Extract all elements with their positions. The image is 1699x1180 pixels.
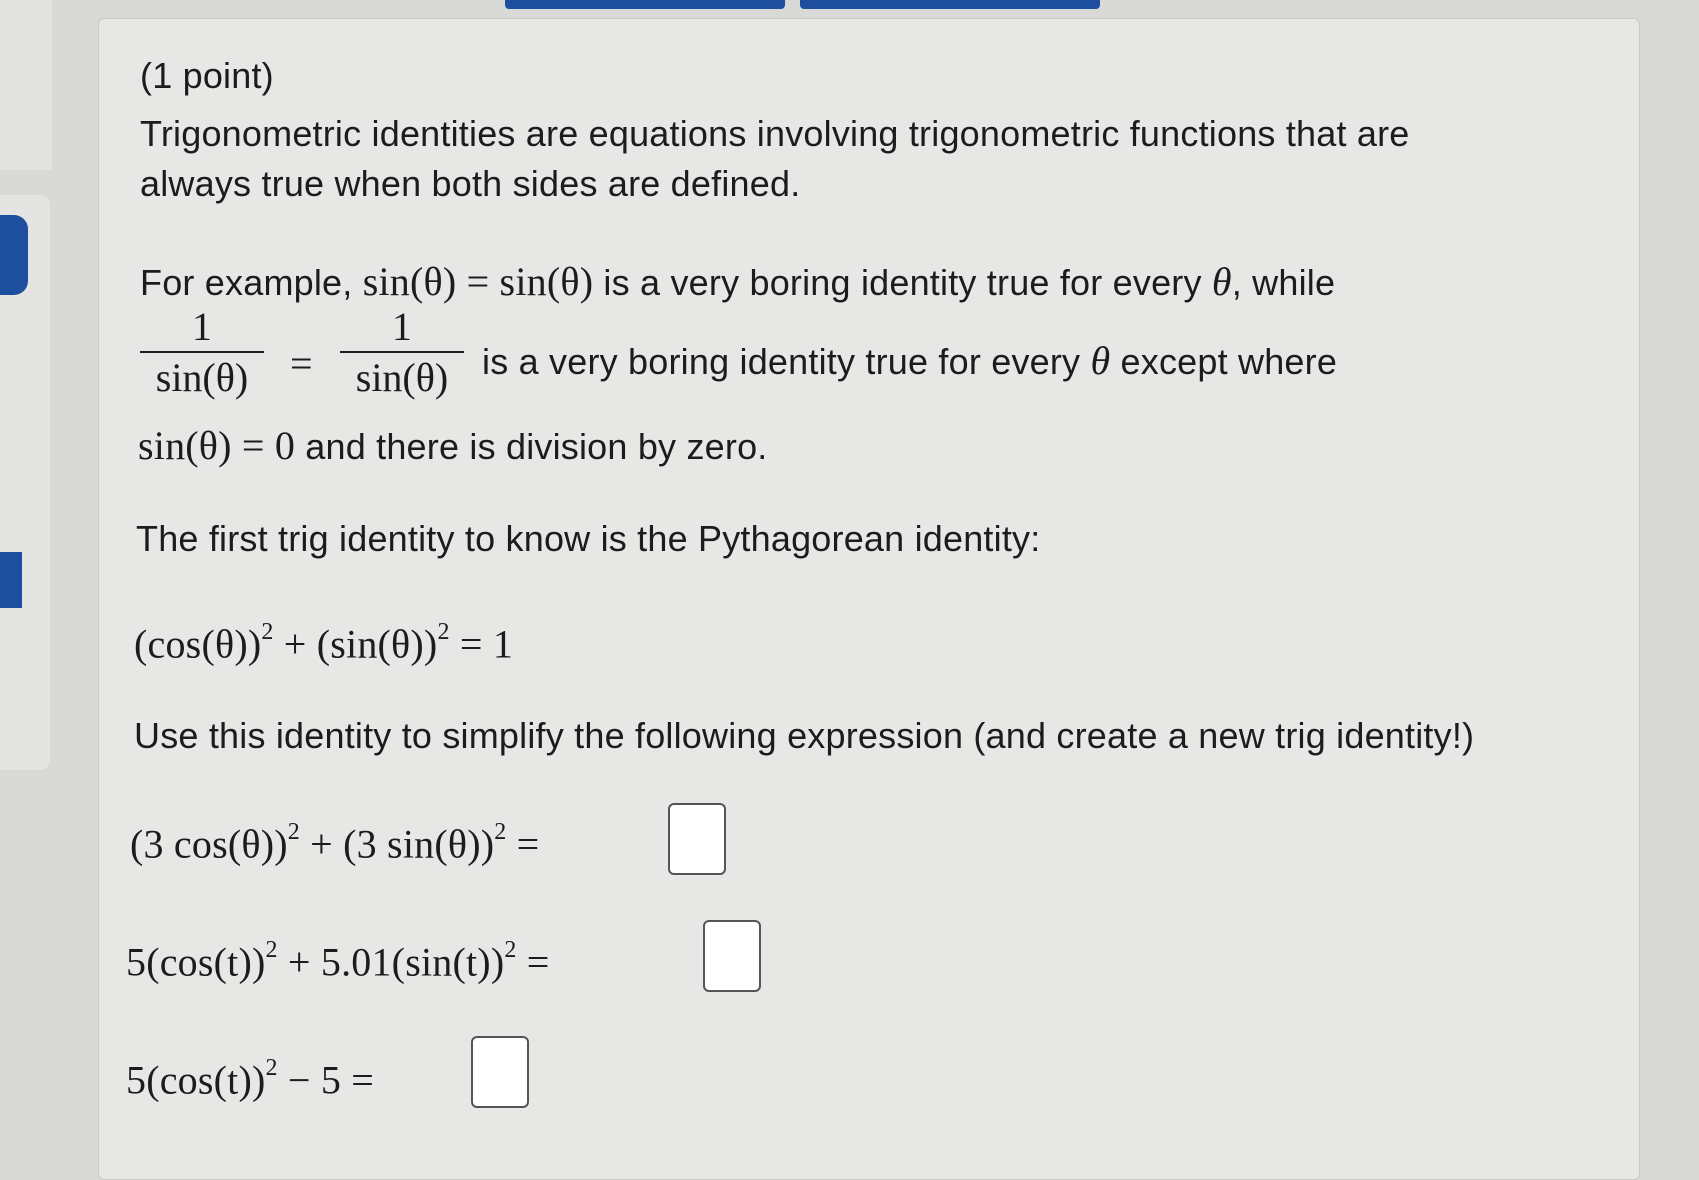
exponent: 2: [437, 619, 450, 645]
exponent: 2: [265, 1055, 278, 1081]
exponent: 2: [494, 819, 507, 845]
q2-part-b: + 5.01(sin(t)): [277, 939, 505, 985]
math-sin-zero: sin(θ) = 0: [138, 423, 296, 468]
math-equals: =: [456, 259, 500, 304]
example-line-3: [138, 422, 768, 471]
q1-part-a: (3 cos(θ)): [130, 821, 288, 867]
example-line-2: [482, 337, 1337, 386]
q3-part-a: 5(cos(t)): [126, 1057, 266, 1103]
pythagorean-intro: The first trig identity to know is the Pythagorean identity:: [136, 518, 1041, 559]
exponent: 2: [504, 937, 517, 963]
question-3-expression: [126, 1048, 374, 1104]
background-window-edge: [0, 0, 52, 170]
math-theta: θ: [1211, 259, 1232, 304]
exponent: 2: [287, 819, 300, 845]
example-prefix: For example,: [140, 262, 363, 303]
point-value: (1 point): [140, 55, 274, 96]
fraction-right: [340, 305, 464, 401]
answer-input-1[interactable]: [668, 803, 726, 875]
formula-part-b: + (sin(θ)): [273, 621, 438, 667]
fraction-denominator: sin(θ): [355, 355, 449, 400]
example-line3-text: and there is division by zero.: [295, 426, 768, 467]
answer-input-2[interactable]: [703, 920, 761, 992]
fraction-left: [140, 305, 264, 401]
fraction-equals: =: [290, 341, 313, 386]
math-sin-theta: sin(θ): [362, 259, 457, 304]
fraction-denominator: sin(θ): [155, 355, 249, 400]
fraction-numerator: 1: [192, 304, 212, 349]
fraction-bar: [140, 351, 264, 353]
exponent: 2: [265, 937, 278, 963]
answer-input-3[interactable]: [471, 1036, 529, 1108]
intro-line-2: always true when both sides are defined.: [140, 163, 801, 204]
top-tab-2[interactable]: [800, 0, 1100, 9]
exponent: 2: [261, 619, 274, 645]
question-2-expression: [126, 930, 550, 986]
q1-part-b: + (3 sin(θ)): [299, 821, 495, 867]
example-line-1: [140, 258, 1335, 307]
example-frac-text-2: except where: [1120, 341, 1338, 382]
q2-part-a: 5(cos(t)): [126, 939, 266, 985]
math-sin-theta-2: sin(θ): [499, 259, 594, 304]
pythagorean-formula: [134, 612, 513, 668]
top-tab-1[interactable]: [505, 0, 785, 9]
question-1-expression: [130, 812, 539, 868]
side-tab[interactable]: [0, 215, 28, 295]
fraction-bar: [340, 351, 464, 353]
q3-part-b: − 5 =: [277, 1057, 375, 1103]
q2-part-c: =: [516, 939, 550, 985]
example-mid-text: is a very boring identity true for every: [593, 262, 1212, 303]
example-frac-text: is a very boring identity true for every: [482, 341, 1081, 382]
fraction-numerator: 1: [392, 304, 412, 349]
intro-line-1: Trigonometric identities are equations involving trigonometric functions that are: [140, 113, 1410, 154]
math-theta-2: θ: [1090, 338, 1111, 383]
q1-part-c: =: [506, 821, 540, 867]
example-end-text: , while: [1231, 262, 1336, 303]
task-text: Use this identity to simplify the following expression (and create a new trig identity!): [134, 715, 1475, 756]
formula-part-a: (cos(θ)): [134, 621, 262, 667]
formula-part-c: = 1: [449, 621, 514, 667]
side-tab-2[interactable]: [0, 552, 22, 608]
